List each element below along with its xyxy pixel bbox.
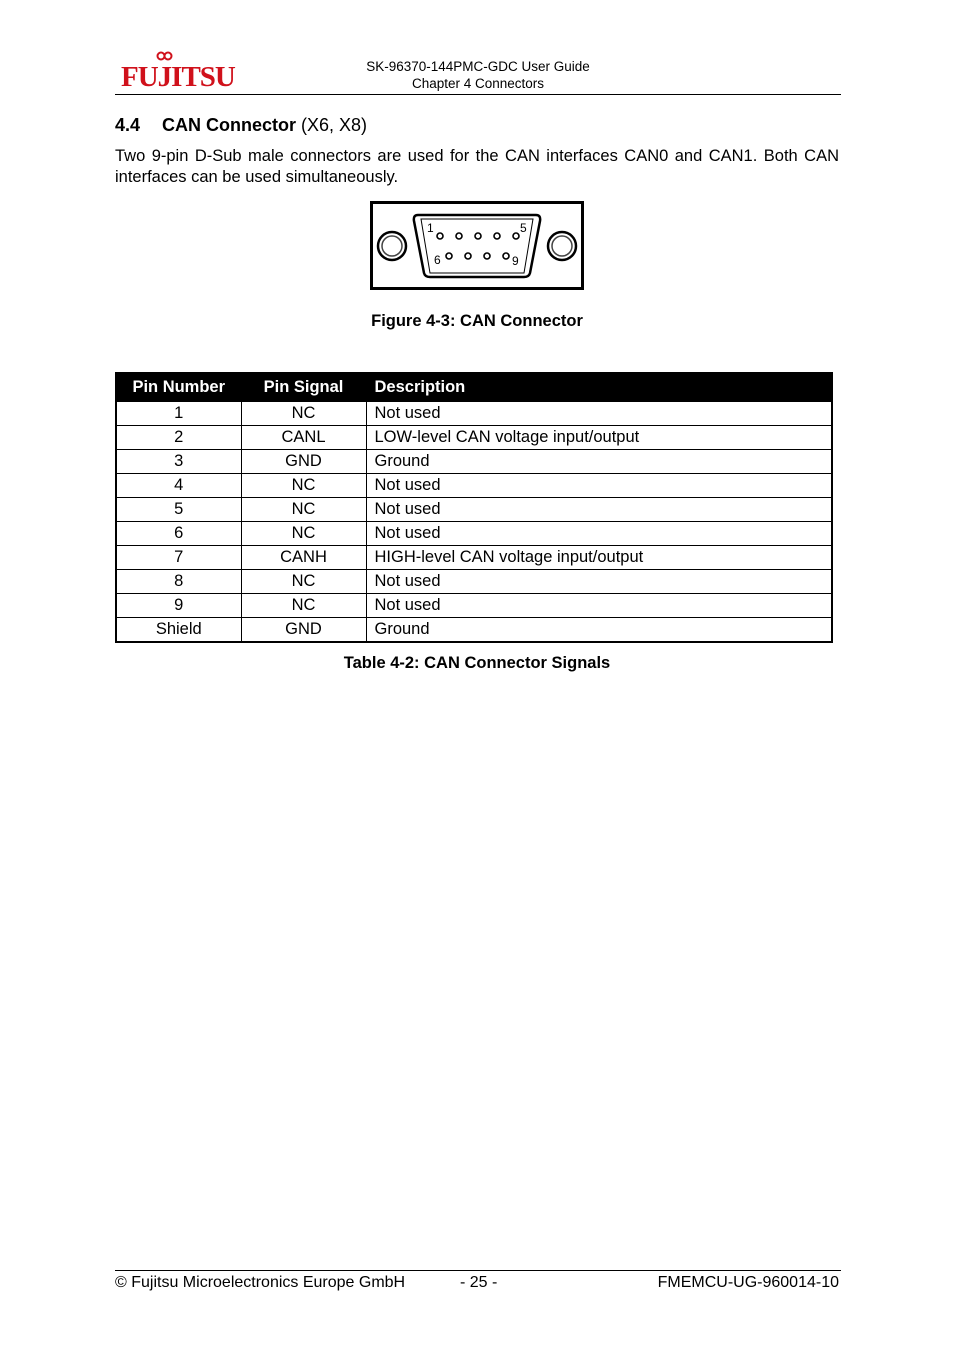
table-row — [116, 498, 832, 522]
header-text — [115, 58, 841, 92]
description-cell: Not used — [366, 570, 832, 594]
pin-signal-cell: NC — [241, 594, 366, 618]
footer-copyright: © Fujitsu Microelectronics Europe GmbH — [115, 1274, 406, 1291]
footer-page-number: - 25 - — [460, 1274, 498, 1291]
can-signals-table — [115, 372, 833, 643]
pin-signal-cell: GND — [241, 450, 366, 474]
pin-signal-cell: NC — [241, 570, 366, 594]
pin-signal-cell: NC — [241, 474, 366, 498]
pin-label-1: 1 — [427, 221, 434, 235]
table-row — [116, 618, 832, 643]
column-header: Pin Number — [116, 373, 241, 402]
description-cell: Not used — [366, 402, 832, 426]
column-header: Pin Signal — [241, 373, 366, 402]
description-cell: LOW-level CAN voltage input/output — [366, 426, 832, 450]
page-footer — [115, 1270, 841, 1291]
pin-signal-cell: CANH — [241, 546, 366, 570]
description-cell: Ground — [366, 450, 832, 474]
description-cell: Not used — [366, 474, 832, 498]
pin-number-cell: 3 — [116, 450, 241, 474]
chapter-title: Chapter 4 Connectors — [411, 76, 545, 91]
pin-number-cell: 2 — [116, 426, 241, 450]
pin-number-cell: 1 — [116, 402, 241, 426]
table-row — [116, 402, 832, 426]
description-cell: HIGH-level CAN voltage input/output — [366, 546, 832, 570]
table-row — [116, 546, 832, 570]
description-cell: Not used — [366, 498, 832, 522]
pin-number-cell: 8 — [116, 570, 241, 594]
pin-number-cell: 9 — [116, 594, 241, 618]
pin-number-cell: 5 — [116, 498, 241, 522]
pin-signal-cell: NC — [241, 402, 366, 426]
table-row — [116, 474, 832, 498]
description-cell: Not used — [366, 594, 832, 618]
pin-number-cell: 7 — [116, 546, 241, 570]
dsub-connector-figure — [370, 201, 585, 291]
pin-label-9: 9 — [512, 254, 519, 268]
table-row — [116, 594, 832, 618]
section-title: CAN Connector — [162, 115, 296, 135]
section-subtitle: (X6, X8) — [301, 115, 368, 135]
pin-signal-cell: NC — [241, 522, 366, 546]
pin-signal-cell: CANL — [241, 426, 366, 450]
section-number: 4.4 — [115, 115, 141, 135]
svg-text:FUJITSU: FUJITSU — [121, 61, 235, 93]
pin-number-cell: Shield — [116, 618, 241, 643]
body-paragraph: Two 9-pin D-Sub male connectors are used for the CAN interfaces CAN0 and CAN1. Both CAN interfaces can be used simultaneously. — [115, 147, 839, 186]
doc-title: SK-96370-144PMC-GDC User Guide — [366, 59, 590, 74]
pin-number-cell: 6 — [116, 522, 241, 546]
pin-label-6: 6 — [434, 253, 441, 267]
table-row — [116, 570, 832, 594]
pin-number-cell: 4 — [116, 474, 241, 498]
description-cell: Ground — [366, 618, 832, 643]
table-row — [116, 450, 832, 474]
page-header — [115, 44, 841, 95]
section-heading — [115, 115, 367, 136]
description-cell: Not used — [366, 522, 832, 546]
table-header-row — [116, 373, 832, 402]
figure-caption: Figure 4-3: CAN Connector — [371, 312, 583, 330]
table-row — [116, 522, 832, 546]
table-row — [116, 426, 832, 450]
pin-signal-cell: NC — [241, 498, 366, 522]
pin-signal-cell: GND — [241, 618, 366, 643]
footer-doc-id: FMEMCU-UG-960014-10 — [657, 1274, 839, 1291]
pin-label-5: 5 — [520, 221, 527, 235]
column-header: Description — [366, 373, 832, 402]
table-caption: Table 4-2: CAN Connector Signals — [343, 654, 611, 672]
